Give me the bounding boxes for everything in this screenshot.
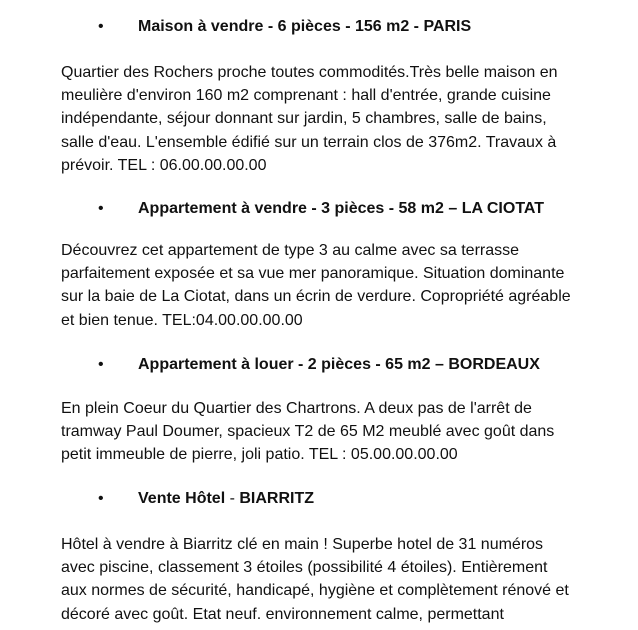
description-line: et bien tenue. TEL:04.00.00.00.00 bbox=[61, 311, 303, 329]
description-line: décoré avec goût. Etat neuf. environnement calme, permettant bbox=[61, 605, 504, 623]
bullet: • bbox=[98, 18, 104, 35]
description-line: aux normes de sécurité, handicapé, hygiène et complètement rénové et bbox=[61, 582, 569, 600]
listing-bordeaux bbox=[0, 353, 638, 464]
description-line: petit immeuble de pierre, joli patio. TEL : 05.00.00.00.00 bbox=[61, 446, 458, 464]
description-line: parfaitement exposée et sa vue mer panoramique. Situation dominante bbox=[61, 265, 565, 283]
description-line: sur la baie de La Ciotat, dans un écrin de verdure. Copropriété agréable bbox=[61, 288, 571, 306]
description-line: Découvrez cet appartement de type 3 au calme avec sa terrasse bbox=[61, 242, 520, 259]
listing-description bbox=[61, 397, 631, 467]
description-line: avec piscine, classement 3 étoiles (possibilité 4 étoiles). Entièrement bbox=[61, 559, 548, 577]
description-line: Quartier des Rochers proche toutes commodités.Très belle maison en bbox=[61, 64, 558, 81]
description-line: meulière d'environ 160 m2 comprenant : hall d'entrée, grande cuisine bbox=[61, 87, 551, 105]
listing-title: Maison à vendre - 6 pièces - 156 m2 - PARIS bbox=[138, 18, 472, 35]
listing-heading bbox=[0, 15, 638, 39]
bullet: • bbox=[98, 200, 104, 217]
description-line: indépendante, séjour donnant sur jardin, 5 chambres, salle de bains, bbox=[61, 110, 547, 128]
description-line: prévoir. TEL : 06.00.00.00.00 bbox=[61, 156, 267, 174]
description-line: tramway Paul Doumer, spacieux T2 de 65 M2 meublé avec goût dans bbox=[61, 423, 555, 441]
listing-title bbox=[138, 487, 314, 511]
listing-heading bbox=[0, 487, 638, 511]
listing-title-part1: Vente Hôtel bbox=[138, 490, 226, 507]
listing-heading bbox=[0, 353, 638, 377]
listing-title: Appartement à vendre - 3 pièces - 58 m2 – LA CIOTAT bbox=[138, 200, 545, 217]
listing-description bbox=[61, 533, 631, 626]
listing-title-separator: - bbox=[225, 490, 240, 507]
listing-description bbox=[61, 239, 631, 332]
listing-la-ciotat bbox=[0, 197, 638, 329]
description-line: Hôtel à vendre à Biarritz clé en main ! Superbe hotel de 31 numéros bbox=[61, 536, 544, 553]
listing-paris bbox=[0, 15, 638, 174]
listing-title: Appartement à louer - 2 pièces - 65 m2 – BORDEAUX bbox=[138, 356, 540, 373]
description-line: En plein Coeur du Quartier des Chartrons. A deux pas de l'arrêt de bbox=[61, 400, 532, 417]
description-line: salle d'eau. L'ensemble édifié sur un terrain clos de 376m2. Travaux à bbox=[61, 133, 557, 151]
listing-description bbox=[61, 61, 631, 177]
bullet: • bbox=[98, 490, 104, 507]
listing-title-part2: BIARRITZ bbox=[239, 490, 315, 507]
bullet: • bbox=[98, 356, 104, 373]
listing-heading bbox=[0, 197, 638, 221]
listing-biarritz bbox=[0, 487, 638, 623]
